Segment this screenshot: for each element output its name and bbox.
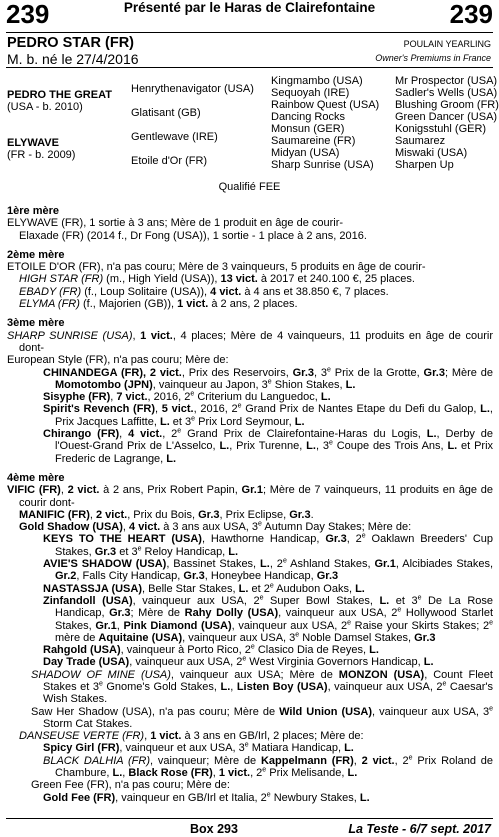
produce-entry: HIGH STAR (FR) (m., High Yield (USA)), 13 vict. à 2017 et 240.100 €, 25 places. — [19, 273, 415, 286]
produce-entry: ELYMA (FR) (f., Majorien (GB)), 1 vict. à 2 ans, 2 places. — [19, 298, 298, 311]
produce-entry: Zinfandoll (USA), vainqueur aux USA, 2e Super Bowl Stakes, L. et 3e De La Rose Handicap, Gr.3; Mère de Rahy Dolly (USA), vainqueur aux USA, 2e Hollywood Starlet Stakes, Gr.1, Pink Diamond (USA), vainqueur aux USA, 2e Raise your Skirts Stakes; 2e mère de Aquitaine (USA), vainqueur aux USA, 3e Noble Damsel Stakes, Gr.3 — [43, 594, 493, 644]
section-title: 4ème mère — [7, 471, 65, 484]
horse-description: M. b. né le 27/4/2016 — [7, 51, 139, 67]
pedigree-gen3: Midyan (USA) — [271, 147, 340, 159]
pedigree-gen4: Sharpen Up — [395, 159, 454, 171]
pedigree-sire-info: (USA - b. 2010) — [7, 101, 83, 113]
qualification-note: Qualifié FEE — [218, 181, 281, 193]
pedigree-gen2: Henrythenavigator (USA) — [131, 83, 254, 95]
pedigree-gen3: Kingmambo (USA) — [271, 75, 363, 87]
dam-entry: ETOILE D'OR (FR), n'a pas couru; Mère de 3 vainqueurs, 5 produits en âge de courir- — [7, 261, 426, 274]
produce-entry: SHADOW OF MINE (USA), vainqueur aux USA; Mère de MONZON (USA), Count Fleet Stakes et 3e Gnome's Gold Stakes, L., Listen Boy (USA), vainqueur aux USA, 2e Caesar's Wish Stakes. — [31, 668, 493, 706]
produce-entry: MANIFIC (FR), 2 vict., Prix du Bois, Gr.3, Prix Eclipse, Gr.3. — [19, 508, 314, 521]
pedigree-gen4: Mr Prospector (USA) — [395, 75, 498, 87]
pedigree-gen4: Sadler's Wells (USA) — [395, 87, 498, 99]
pedigree-dam: ELYWAVE — [7, 137, 59, 149]
pedigree-gen3: Rainbow Quest (USA) — [271, 99, 380, 111]
pedigree-gen3: Monsun (GER) — [271, 123, 345, 135]
produce-entry: Chirango (FR), 4 vict., 2e Grand Prix de Clairefontaine-Haras du Logis, L., Derby de l'Ouest-Grand Prix de L'Asselco, L., Prix Turenne, L., 3e Coupe des Trois Ans, L. et Prix Frederic de Lagrange, L. — [43, 427, 494, 465]
produce-entry: DANSEUSE VERTE (FR), 1 vict. à 3 ans en GB/Irl, 2 places; Mère de: — [19, 730, 364, 743]
pedigree-gen3: Saumareine (FR) — [271, 135, 356, 147]
pedigree-gen3: Sequoyah (IRE) — [271, 87, 350, 99]
pedigree-gen4: Green Dancer (USA) — [395, 111, 498, 123]
pedigree-gen3: Sharp Sunrise (USA) — [271, 159, 374, 171]
produce-entry: Gold Fee (FR), vainqueur en GB/Irl et Italia, 2e Newbury Stakes, L. — [43, 791, 370, 804]
pedigree-gen4: Saumarez — [395, 135, 446, 147]
produce-entry: Sisyphe (FR), 7 vict., 2016, 2e Criterium du Languedoc, L. — [43, 390, 331, 404]
pedigree-gen2: Etoile d'Or (FR) — [131, 155, 208, 167]
produce-entry: BLACK DALHIA (FR), vainqueur; Mère de Kappelmann (FR), 2 vict., 2e Prix Roland de Chambure, L., Black Rose (FR), 1 vict., 2e Prix Melisande, L. — [43, 754, 493, 780]
status-label: POULAIN YEARLING — [403, 39, 491, 49]
footer-sale-location: La Teste - 6/7 sept. 2017 — [348, 822, 491, 836]
produce-entry: Rahgold (USA), vainqueur à Porto Rico, 2e Clasico Dia de Reyes, L. — [43, 643, 379, 657]
produce-entry: Elaxade (FR) (2014 f., Dr Fong (USA)), 1 sortie - 1 place à 2 ans, 2016. — [19, 229, 367, 242]
produce-entry: Saw Her Shadow (USA), n'a pas couru; Mère de Wild Union (USA), vainqueur aux USA, 3e Storm Cat Stakes. — [31, 704, 493, 730]
section-title: 2ème mère — [7, 248, 65, 261]
pedigree-gen2: Gentlewave (IRE) — [131, 131, 218, 143]
family-notes — [7, 205, 493, 804]
produce-entry: European Style (FR), n'a pas couru; Mère de: — [7, 354, 229, 367]
horse-name: PEDRO STAR (FR) — [7, 35, 135, 51]
section-title: 1ère mère — [7, 205, 59, 217]
dam-entry: VIFIC (FR), 2 vict. à 2 ans, Prix Robert Papin, Gr.1; Mère de 7 vainqueurs, 11 produits en âge de courir dont- — [7, 484, 493, 509]
produce-entry: Green Fee (FR), n'a pas couru; Mère de: — [31, 779, 230, 792]
produce-entry: Day Trade (USA), vainqueur aux USA, 2e West Virginia Governors Handicap, L. — [43, 655, 434, 669]
section-title: 3ème mère — [7, 317, 65, 330]
premiums-label: Owner's Premiums in France — [375, 53, 491, 63]
produce-entry: Spirit's Revench (FR), 5 vict., 2016, 2e Grand Prix de Nantes Etape du Defi du Galop, L., Prix Jacques Laffitte, L. et 3e Prix Lord Seymour, L. — [43, 402, 493, 428]
pedigree-gen2: Glatisant (GB) — [131, 107, 201, 119]
header-rule — [6, 32, 493, 33]
footer-rule — [6, 818, 493, 819]
produce-entry: Spicy Girl (FR), vainqueur et aux USA, 3e Matiara Handicap, L. — [43, 741, 354, 755]
pedigree-gen3: Dancing Rocks — [271, 111, 345, 123]
lot-number-left: 239 — [6, 0, 50, 29]
pedigree-gen4: Miswaki (USA) — [395, 147, 468, 159]
produce-entry: CHINANDEGA (FR), 2 vict., Prix des Reservoirs, Gr.3, 3e Prix de la Grotte, Gr.3; Mère de Momotombo (JPN), vainqueur au Japon, 3e Shion Stakes, L. — [43, 365, 493, 391]
pedigree-gen4: Konigsstuhl (GER) — [395, 123, 487, 135]
pedigree-dam-info: (FR - b. 2009) — [7, 149, 76, 161]
produce-entry: Gold Shadow (USA), 4 vict. à 3 ans aux USA, 3e Autumn Day Stakes; Mère de: — [19, 520, 412, 534]
produce-entry: AVIE'S SHADOW (USA), Bassinet Stakes, L., 2e Ashland Stakes, Gr.1, Alcibiades Stakes, Gr.2, Falls City Handicap, Gr.3, Honeybee Handicap, Gr.3 — [43, 557, 494, 583]
produce-entry: EBADY (FR) (f., Loup Solitaire (USA)), 4 vict. à 4 ans et 38.850 €, 7 places. — [19, 285, 389, 298]
dam-entry: ELYWAVE (FR), 1 sortie à 3 ans; Mère de 1 produit en âge de courir- — [7, 217, 344, 230]
pedigree-sire: PEDRO THE GREAT — [7, 89, 112, 101]
lot-number-right: 239 — [449, 0, 493, 29]
dam-entry: SHARP SUNRISE (USA), 1 vict., 4 places; Mère de 4 vainqueurs, 11 produits en âge de courir dont- — [7, 329, 493, 354]
pedigree-gen4: Blushing Groom (FR) — [395, 99, 499, 111]
produce-entry: NASTASSJA (USA), Belle Star Stakes, L. et 2e Audubon Oaks, L. — [43, 581, 365, 595]
produce-entry: KEYS TO THE HEART (USA), Hawthorne Handicap, Gr.3, 2e Oaklawn Breeders' Cup Stakes, Gr.3 et 3e Reloy Handicap, L. — [43, 532, 493, 558]
pedigree-rule — [6, 67, 493, 68]
presenter-line: Présenté par le Haras de Clairefontaine — [123, 0, 376, 15]
footer-box-number: Box 293 — [190, 822, 238, 836]
